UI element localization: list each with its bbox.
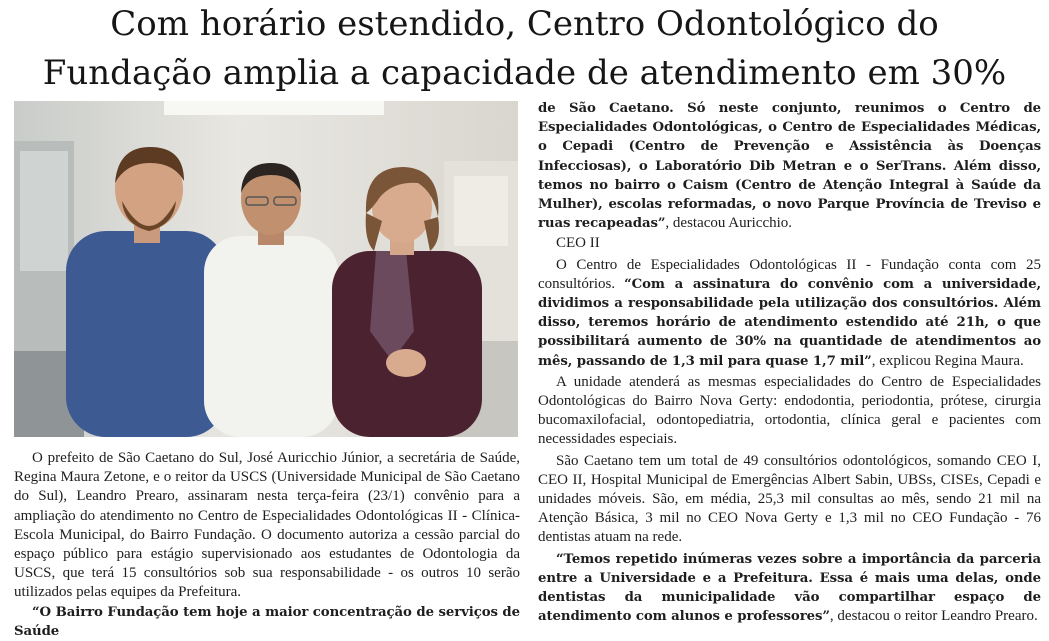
man-center-shirt (204, 236, 338, 437)
subheading: CEO II (556, 235, 600, 252)
article-photo (14, 101, 518, 437)
attribution: , explicou Regina Maura. (871, 352, 1024, 369)
paragraph (538, 99, 1041, 233)
quote-bold: “Temos repetido inúmeras vezes sobre a importância da parceria entre a Universidade e a Prefeitura. Essa é mais uma delas, onde dentistas da municipalidade vão compartilhar espaço de atendimento com alunos e professores” (538, 551, 1041, 625)
attribution: , destacou o reitor Leandro Prearo. (829, 608, 1038, 625)
paragraph: A unidade atenderá as mesmas especialidades do Centro de Especialidades Odontológicas do Bairro Nova Gerty: endodontia, periodontia, prótese, cirurgia bucomaxilofacial, odontopediatria, ortodontia, clínica geral e pacientes com necessidades especiais. (538, 373, 1041, 448)
quote-bold: “Com a assinatura do convênio com a universidade, dividimos a responsabilidade pela utilização dos consultórios. Além disso, teremos horário de atendimento estendido até 21h, o que possibilitará aumento de 30% na quantidade de atendimentos ao mês, passando de 1,3 mil para quase 1,7 mil” (538, 276, 1041, 369)
paragraph-text: O Centro de Especialidades Odontológicas II - Fundação conta com 25 consultórios. (538, 256, 1041, 292)
left-column (14, 449, 520, 641)
paragraph (538, 256, 1041, 371)
paragraph: São Caetano tem um total de 49 consultórios odontológicos, somando CEO I, CEO II, Hospital Municipal de Emergências Albert Sabin, UBSs, CISEs, Cepadi e unidades móveis. São, em média, 25,3 mil consultas ao mês, sendo 21 mil na Atenção Básica, 3 mil no CEO Nova Gerty e 1,3 mil no CEO Fundação - 76 dentistas atuam na rede. (538, 452, 1041, 546)
paragraph (14, 603, 520, 641)
headline-line-2: Fundação amplia a capacidade de atendimento em 30% (42, 53, 1007, 93)
attribution: , destacou Auricchio. (665, 215, 793, 232)
headline (0, 0, 1049, 98)
paragraph (538, 550, 1041, 627)
paragraph: O prefeito de São Caetano do Sul, José Auricchio Júnior, a secretária de Saúde, Regina Maura Zetone, e o reitor da USCS (Universidade Municipal de São Caetano do Sul), Leandro Prearo, assinaram nesta terça-feira (23/1) convênio para a ampliação do atendimento no Centro de Especialidades Odontológicas II - Clínica-Escola Municipal, do Bairro Fundação. O documento autoriza a cessão parcial do espaço público para estágio supervisionado aos estudantes de Odontologia da USCS, que terá 15 consultórios sob sua responsabilidade - os outros 10 serão utilizados pelas equipes da Prefeitura. (14, 450, 520, 601)
right-column (538, 99, 1041, 626)
man-left-shirt (66, 231, 226, 437)
headline-line-1: Com horário estendido, Centro Odontológico do (110, 4, 939, 44)
quote-bold: de São Caetano. Só neste conjunto, reunimos o Centro de Especialidades Odontológicas, o Centro de Especialidades Médicas, o Cepadi (Centro de Prevenção e Assistência às Doenças Infecciosas), o Laboratório Dib Metran e o SerTrans. Além disso, temos no bairro o Caism (Centro de Atenção Integral à Saúde da Mulher), escolas reformadas, o novo Parque Província de Treviso e ruas recapeadas” (538, 101, 1041, 232)
quote-bold: “O Bairro Fundação tem hoje a maior concentração de serviços de Saúde (14, 604, 520, 639)
